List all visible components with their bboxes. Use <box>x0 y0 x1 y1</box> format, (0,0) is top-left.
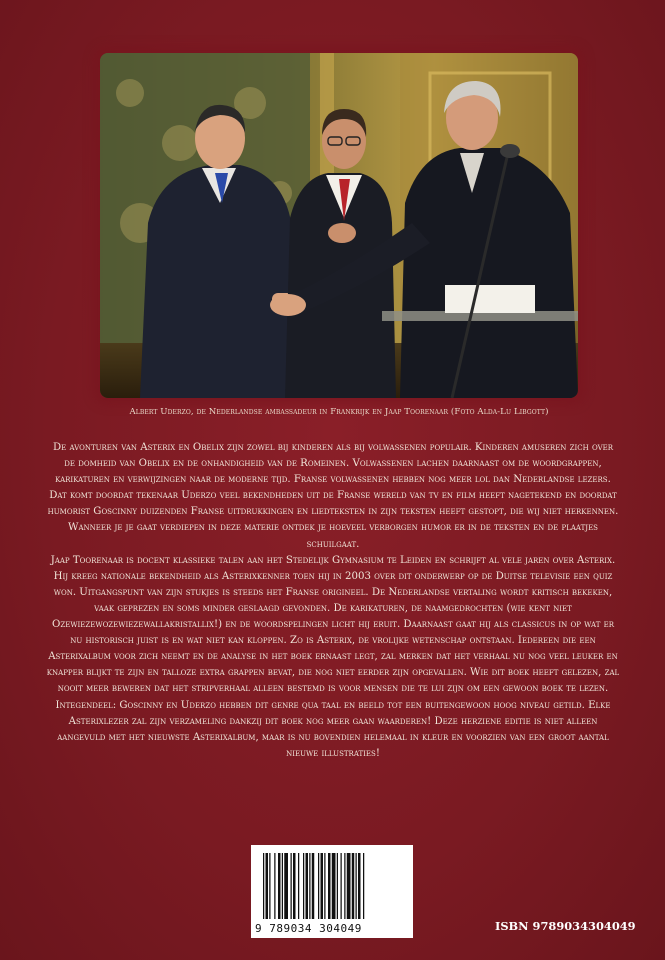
blurb-paragraph-2: Jaap Toorenaar is docent klassieke talen aan het Stedelijk Gymnasium te Leiden en schrijft al vele jaren over Asterix. Hij kreeg nationale bekendheid als Asterixkenner toen hij in 2003 over dit onderwerp op de Duitse televisie een quiz won. Uitgangspunt van zijn stukjes is steeds het Franse origineel. De Nederlandse vertaling wordt kritisch bekeken, vaak geprezen en soms minder geslaagd gevonden. De karikaturen, de naamgedrochten (wie kent niet Ozewiezewozewiezewallakristallix!) en de woordspelingen licht hij eruit. Daarnaast gaat hij als classicus in op wat er nu historisch juist is en wat niet kan kloppen. Zo is Asterix, de vrolijke wetenschap ontstaan. Iedereen die een Asterixalbum voor zich neemt en de analyse in het boek ernaast legt, zal merken dat het verhaal nu nog veel leuker en knapper blijkt te zijn en talloze extra grappen bevat, die nog niet eerder zijn opgevallen. Wie dit boek heeft gelezen, zal nooit meer beweren dat het stripverhaal alleen bestemd is voor mensen die te lui zijn om een gewoon boek te lezen. Integendeel: Goscinny en Uderzo hebben dit genre qua taal en beeld tot een buitengewoon hoog niveau getild. Elke Asterixlezer zal zijn verzameling dankzij dit boek nog meer gaan waarderen! Deze herziene editie is niet alleen aangevuld met het nieuwste Asterixalbum, maar is nu bovendien helemaal in kleur en voorzien van een groot aantal nieuwe illustraties! <box>46 554 620 759</box>
isbn-number: ISBN 9789034304049 <box>495 919 636 933</box>
barcode-bar <box>266 853 269 919</box>
barcode-bar <box>284 853 288 919</box>
photo-caption: Albert Uderzo, de Nederlandse ambassadeur in Frankrijk en Jaap Toorenaar (Foto Alda-Lu Libgott) <box>129 407 549 417</box>
barcode-bar <box>298 853 299 919</box>
barcode-digits: 9 789034 304049 <box>255 922 362 935</box>
barcode-bar <box>341 853 342 919</box>
barcode-bar <box>263 853 264 919</box>
barcode-bar <box>324 853 325 919</box>
blurb-text <box>46 440 620 762</box>
cover-photo <box>100 53 578 398</box>
barcode-bar <box>306 853 309 919</box>
barcode-bar <box>291 853 292 919</box>
barcode-bar <box>274 853 275 919</box>
barcode-bar <box>321 853 324 919</box>
barcode-bar <box>278 853 281 919</box>
barcode-bar <box>344 853 345 919</box>
barcode-bar <box>318 853 319 919</box>
barcode-bar <box>282 853 283 919</box>
barcode-bar <box>332 853 336 919</box>
barcode-bar <box>328 853 331 919</box>
barcode-bar <box>358 853 361 919</box>
barcode-bar <box>293 853 296 919</box>
barcode-bar <box>337 853 338 919</box>
barcode-bar <box>347 853 351 919</box>
barcode-bar <box>303 853 304 919</box>
barcode-bars <box>263 853 401 921</box>
barcode-bar <box>356 853 357 919</box>
barcode-bar <box>363 853 364 919</box>
barcode-bar <box>352 853 355 919</box>
barcode-bar <box>312 853 315 919</box>
blurb-paragraph-1: De avonturen van Asterix en Obelix zijn zowel bij kinderen als bij volwassenen populair. Kinderen amuseren zich over de domheid van Obelix en de onhandigheid van de Romeinen. Volwassenen lachen daarnaast om de woordgrappen, karikaturen en verwijzingen naar de moderne tijd. Franse volwassenen hebben nog meer lol dan Nederlandse lezers. Dat komt doordat tekenaar Uderzo veel bekendheden uit de Franse wereld van tv en film heeft nagetekend en doordat humorist Goscinny duizenden Franse uitdrukkingen en liedteksten in zijn teksten heeft gestopt, die wij niet herkennen. Wanneer je je gaat verdiepen in deze materie ontdek je hoeveel verborgen humor er in de teksten en de plaatjes schuilgaat. <box>47 442 619 550</box>
barcode-bar <box>309 853 310 919</box>
barcode-bar <box>269 853 270 919</box>
barcode <box>251 845 413 938</box>
